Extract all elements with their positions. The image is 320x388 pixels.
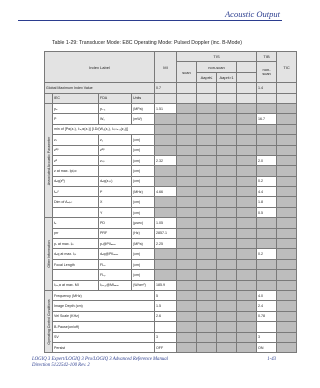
row-c3: (Hz) — [132, 228, 155, 238]
index-label-header: Index Label — [45, 52, 155, 83]
group-label-text: Operating Control Conditions — [46, 299, 51, 345]
tis-a1-value — [197, 93, 217, 103]
row-c3: (cm) — [132, 259, 155, 269]
tib-value: 2.0 — [257, 155, 277, 165]
tis-a1-value — [197, 270, 217, 280]
row-c3: (cm) — [132, 249, 155, 259]
footer-line-2: Direction 5122542-100 Rev. 2 — [32, 363, 90, 368]
row-c3: Units — [132, 93, 155, 103]
tis-a2-value — [217, 301, 237, 311]
row-c3: (µsec) — [132, 218, 155, 228]
tis-ns-value — [237, 270, 257, 280]
row-c3: (cm) — [132, 197, 155, 207]
row-c1: pₐ — [53, 103, 99, 113]
mi-value — [155, 135, 177, 145]
table-row — [45, 135, 297, 145]
tis-ns-value — [237, 124, 257, 134]
tis-ns-value — [237, 187, 257, 197]
tic-value — [277, 228, 297, 238]
tis-ns-value — [237, 93, 257, 103]
row-c3: (cm) — [132, 176, 155, 186]
tic-value — [277, 249, 297, 259]
tis-ns-value — [237, 311, 257, 321]
row-c2: X — [99, 197, 132, 207]
row-c1: pᵣ at max. Iₚᵢ — [53, 239, 99, 249]
tis-nonscan-blank — [237, 62, 257, 72]
header-title: Acoustic Output — [224, 9, 280, 19]
tib-value: 0.2 — [257, 176, 277, 186]
tic-value — [277, 332, 297, 342]
tic-value — [277, 145, 297, 155]
tis-scan-value — [177, 93, 197, 103]
tis-a2-value — [217, 270, 237, 280]
tib-value — [257, 166, 277, 176]
tis-ns-value — [237, 280, 257, 290]
mi-value — [155, 145, 177, 155]
mi-value: 185.9 — [155, 280, 177, 290]
tis-scan-value — [177, 176, 197, 186]
tis-scan-value — [177, 103, 197, 113]
tib-value: 4.0 — [257, 290, 277, 300]
tic-value — [277, 166, 297, 176]
tis-ns-value — [237, 218, 257, 228]
table-row — [45, 93, 297, 103]
mi-value: 1.51 — [155, 103, 177, 113]
row-c2: dₑq@PIIₘₐₓ — [99, 249, 132, 259]
tis-ns-value — [237, 176, 257, 186]
table-row — [45, 249, 297, 259]
row-c2: zᵇᵖ — [99, 145, 132, 155]
row-label: Global Maximum Index Value — [45, 83, 155, 93]
tis-ns-value — [237, 228, 257, 238]
tis-a2-value — [217, 259, 237, 269]
table-row — [45, 301, 297, 311]
tic-value — [277, 176, 297, 186]
tis-a1-value — [197, 207, 217, 217]
tib-value: 4.4 — [257, 187, 277, 197]
acoustic-output-table — [44, 51, 297, 353]
mi-value: 2.32 — [155, 155, 177, 165]
tis-scan-value — [177, 228, 197, 238]
mi-value — [155, 114, 177, 124]
tis-a2-value — [217, 83, 237, 93]
tis-a1-value — [197, 135, 217, 145]
tis-a1-value — [197, 218, 217, 228]
row-c2: Y — [99, 207, 132, 217]
tib-value: 1.8 — [257, 197, 277, 207]
tib-value — [257, 135, 277, 145]
tic-value — [277, 124, 297, 134]
tis-a2-value — [217, 187, 237, 197]
tis-a1-value — [197, 103, 217, 113]
row-c2: Iₚₐ,₃@MIₘₐₓ — [99, 280, 132, 290]
tis-a2-value — [217, 155, 237, 165]
tic-value — [277, 114, 297, 124]
tic-value — [277, 103, 297, 113]
group-label-text: Other Information — [46, 240, 51, 268]
row-c3: (W/cm²) — [132, 280, 155, 290]
tis-scan-value — [177, 166, 197, 176]
tis-a1-value — [197, 239, 217, 249]
tib-value — [257, 322, 277, 332]
tis-scan-value — [177, 290, 197, 300]
row-c3: (cm) — [132, 145, 155, 155]
tis-ns-value — [237, 145, 257, 155]
row-c3: (cm) — [132, 135, 155, 145]
row-c2: pᵣ.₃ — [99, 103, 132, 113]
tib-value: 1.4 — [257, 83, 277, 93]
row-c1: dₑq at max. Iₚᵢ — [53, 249, 99, 259]
mi-value: 4.66 — [155, 187, 177, 197]
tis-a1-value — [197, 301, 217, 311]
row-c2: PD — [99, 218, 132, 228]
row-c2: W₀ — [99, 114, 132, 124]
tis-a1-value — [197, 83, 217, 93]
tis-a2-value — [217, 176, 237, 186]
tic-value — [277, 155, 297, 165]
row-c1: IEC — [53, 93, 99, 103]
tis-a2-value — [217, 280, 237, 290]
row-label: Persist — [53, 342, 155, 352]
tic-value — [277, 301, 297, 311]
tis-a1-value — [197, 187, 217, 197]
tis-a2-value — [217, 207, 237, 217]
row-c2: dₑq(zₛₚ) — [99, 176, 132, 186]
tis-a1-value — [197, 311, 217, 321]
tib-value: 3 — [257, 332, 277, 342]
row-c1 — [53, 207, 99, 217]
row-c3: (cm) — [132, 155, 155, 165]
row-c1: fₐₓᶜ — [53, 187, 99, 197]
tis-scan-value — [177, 218, 197, 228]
table-row — [45, 145, 297, 155]
tis-scan-value — [177, 145, 197, 155]
tis-ns-value — [237, 249, 257, 259]
row-label: B-Pause(on/off) — [53, 322, 155, 332]
row-label: SV — [53, 332, 155, 342]
header-rule — [18, 20, 282, 21]
mi-header: MI — [155, 52, 177, 83]
tis-ns-value — [237, 290, 257, 300]
tib-value — [257, 93, 277, 103]
row-c2 — [99, 166, 132, 176]
footer-manual-title — [32, 357, 168, 369]
row-label: Vel Scale (KHz) — [53, 311, 155, 321]
tis-a1-value — [197, 280, 217, 290]
mi-value: 1.05 — [155, 218, 177, 228]
tis-a2-value — [217, 228, 237, 238]
tic-value — [277, 259, 297, 269]
table-row — [45, 83, 297, 93]
table-row — [45, 197, 297, 207]
mi-value — [155, 207, 177, 217]
mi-value — [155, 124, 177, 134]
tic-value — [277, 270, 297, 280]
tis-ns-value — [237, 239, 257, 249]
scan-header: scan — [177, 62, 197, 83]
tis-scan-value — [177, 124, 197, 134]
tis-ns-value — [237, 259, 257, 269]
tis-scan-value — [177, 249, 197, 259]
tib-value: 0.78 — [257, 311, 277, 321]
mi-value: 2.25 — [155, 239, 177, 249]
row-c1 — [53, 270, 99, 280]
table-row — [45, 311, 297, 321]
tis-a1-value — [197, 176, 217, 186]
non-scan-header: non-scan — [197, 62, 237, 72]
tis-a2-value — [217, 311, 237, 321]
row-c1: Iₚₐ,α at max. MI — [53, 280, 99, 290]
tis-a1-value — [197, 249, 217, 259]
row-c1: zₛ — [53, 135, 99, 145]
tis-ns-value — [237, 207, 257, 217]
row-c2: FDA — [99, 93, 132, 103]
tic-value — [277, 93, 297, 103]
tis-a2-value — [217, 342, 237, 352]
row-c3: (MPa) — [132, 239, 155, 249]
tis-scan-value — [177, 155, 197, 165]
tis-ns-value — [237, 83, 257, 93]
tic-header: TIC — [277, 52, 297, 83]
table-row — [45, 239, 297, 249]
row-c3: (cm) — [132, 207, 155, 217]
mi-value — [155, 166, 177, 176]
tic-value — [277, 290, 297, 300]
tic-value — [277, 135, 297, 145]
row-c1: z at max. Ipi,α — [53, 166, 99, 176]
tis-a2-value — [217, 145, 237, 155]
tis-scan-value — [177, 311, 197, 321]
table-row — [45, 228, 297, 238]
tis-a1-value — [197, 332, 217, 342]
row-c1: zᵇᵖ — [53, 145, 99, 155]
tis-a1-value — [197, 228, 217, 238]
row-c3: (cm) — [132, 166, 155, 176]
tib-value — [257, 218, 277, 228]
tis-a1-value — [197, 124, 217, 134]
aaprt-gt-header: Aaprt>1 — [217, 72, 237, 82]
table-row — [45, 342, 297, 352]
tis-header: TIS — [177, 52, 257, 62]
tis-ns-value — [237, 103, 257, 113]
row-c1: dₑq(zᵇ) — [53, 176, 99, 186]
mi-value: 2857.1 — [155, 228, 177, 238]
tib-header: TIB — [257, 52, 277, 62]
tis-a1-value — [197, 166, 217, 176]
tis-a2-value — [217, 290, 237, 300]
row-c1: prr — [53, 228, 99, 238]
mi-value — [155, 93, 177, 103]
tis-ns-value — [237, 114, 257, 124]
tis-ns-value — [237, 135, 257, 145]
tic-value — [277, 280, 297, 290]
mi-value: 0.7 — [155, 83, 177, 93]
mi-value: OFF — [155, 342, 177, 352]
tis-a1-value — [197, 322, 217, 332]
row-c2: FLₓ — [99, 259, 132, 269]
tib-value: 16.7 — [257, 114, 277, 124]
tis-ns-value — [237, 155, 257, 165]
mi-value — [155, 322, 177, 332]
tis-a1-value — [197, 145, 217, 155]
row-c1: tₑ — [53, 218, 99, 228]
tib-non-scan-header: non- scan — [257, 62, 277, 83]
tis-scan-value — [177, 322, 197, 332]
tic-value — [277, 197, 297, 207]
tis-a1-value — [197, 197, 217, 207]
tic-value — [277, 311, 297, 321]
tis-a1-value — [197, 114, 217, 124]
tis-ns-value — [237, 301, 257, 311]
tis-scan-value — [177, 197, 197, 207]
tic-value — [277, 207, 297, 217]
tis-ns-value — [237, 322, 257, 332]
row-c1: Focal Length — [53, 259, 99, 269]
tis-a2-value — [217, 249, 237, 259]
tic-value — [277, 218, 297, 228]
tic-value — [277, 342, 297, 352]
tis-a2-value — [217, 114, 237, 124]
tib-value: 0.5 — [257, 207, 277, 217]
table-row — [45, 187, 297, 197]
tis-ns-value — [237, 332, 257, 342]
mi-value — [155, 259, 177, 269]
tib-value — [257, 124, 277, 134]
table-row — [45, 270, 297, 280]
tis-a2-value — [217, 135, 237, 145]
tis-scan-value — [177, 207, 197, 217]
group-label-assoc — [45, 103, 53, 217]
tib-value — [257, 228, 277, 238]
mi-value: 3 — [155, 332, 177, 342]
mi-value: 5 — [155, 290, 177, 300]
tib-value — [257, 145, 277, 155]
tis-ns-value — [237, 342, 257, 352]
row-c3: (mW) — [132, 114, 155, 124]
tis-a1-value — [197, 155, 217, 165]
tis-scan-value — [177, 280, 197, 290]
row-c3: (MHz) — [132, 187, 155, 197]
tis-scan-value — [177, 270, 197, 280]
table-row — [45, 207, 297, 217]
table-row — [45, 103, 297, 113]
row-c1: P — [53, 114, 99, 124]
footer-page-number: 1-43 — [267, 357, 276, 362]
group-label-other — [45, 218, 53, 291]
tis-a1-value — [197, 342, 217, 352]
tis-ns-value — [237, 197, 257, 207]
table-row — [45, 155, 297, 165]
row-c3: (MPa) — [132, 103, 155, 113]
tib-value: ON — [257, 342, 277, 352]
tic-value — [277, 322, 297, 332]
tis-a1-value — [197, 290, 217, 300]
tis-scan-value — [177, 187, 197, 197]
tic-value — [277, 83, 297, 93]
tib-value — [257, 280, 277, 290]
tis-a2-value — [217, 218, 237, 228]
row-c3: (cm) — [132, 270, 155, 280]
tib-value — [257, 270, 277, 280]
mi-value — [155, 176, 177, 186]
tis-a2-value — [217, 332, 237, 342]
row-label: min of [Pα(zₛ), Iₜₐ,α(zₛ)] [I.D/(W₃(z₁), Iₛₚₜₐ.₃(z₁))] — [53, 124, 155, 134]
mi-value: 1.5 — [155, 301, 177, 311]
tib-value — [257, 259, 277, 269]
tis-a2-value — [217, 239, 237, 249]
tis-a2-value — [217, 197, 237, 207]
row-c1: zᵇ — [53, 155, 99, 165]
row-c2: PRF — [99, 228, 132, 238]
table-row — [45, 124, 297, 134]
group-blank — [45, 93, 53, 103]
group-label-operating — [45, 290, 53, 352]
row-c1: Dim of Aₐₚᵣₜ — [53, 197, 99, 207]
table-row — [45, 218, 297, 228]
footer-line-1: LOGIQ 3 Expert/LOGIQ 3 Pro/LOGIQ 3 Advanced Reference Manual — [32, 357, 168, 362]
tic-value — [277, 239, 297, 249]
tis-a2-value — [217, 166, 237, 176]
table-row — [45, 259, 297, 269]
mi-value — [155, 270, 177, 280]
tis-scan-value — [177, 239, 197, 249]
tis-ns-value — [237, 166, 257, 176]
table-row — [45, 290, 297, 300]
tis-a2-value — [217, 103, 237, 113]
tic-value — [277, 187, 297, 197]
row-c2: FLᵧ — [99, 270, 132, 280]
tis-subheader-blank — [237, 72, 257, 82]
tis-a1-value — [197, 259, 217, 269]
tis-scan-value — [177, 342, 197, 352]
tis-a2-value — [217, 124, 237, 134]
tis-scan-value — [177, 259, 197, 269]
table-row — [45, 322, 297, 332]
table-row — [45, 176, 297, 186]
mi-value — [155, 249, 177, 259]
tib-value: 0.2 — [257, 249, 277, 259]
tib-value: 2.4 — [257, 301, 277, 311]
tis-a2-value — [217, 93, 237, 103]
tis-scan-value — [177, 332, 197, 342]
row-c2: zₛₚ — [99, 155, 132, 165]
row-c2: pᵣ@PIIₘₐₓ — [99, 239, 132, 249]
row-c2: fᶜ — [99, 187, 132, 197]
mi-value: 2.6 — [155, 311, 177, 321]
tib-value — [257, 239, 277, 249]
row-label: Image Depth (cm) — [53, 301, 155, 311]
tis-a2-value — [217, 322, 237, 332]
table-row — [45, 332, 297, 342]
table-row — [45, 114, 297, 124]
tis-scan-value — [177, 83, 197, 93]
table-row — [45, 280, 297, 290]
tis-scan-value — [177, 135, 197, 145]
group-label-text: Associated Acoustic Parameter — [46, 136, 51, 185]
tis-scan-value — [177, 114, 197, 124]
row-c2: z₁ — [99, 135, 132, 145]
aaprt-le-header: Aaprt≤ — [197, 72, 217, 82]
tib-value — [257, 103, 277, 113]
tis-scan-value — [177, 301, 197, 311]
mi-value — [155, 197, 177, 207]
table-caption: Table 1-29: Transducer Mode: E8C Operating Mode: Pulsed Doppler (inc. B-Mode) — [52, 40, 243, 46]
table-row — [45, 166, 297, 176]
row-label: Frequency (MHz) — [53, 290, 155, 300]
